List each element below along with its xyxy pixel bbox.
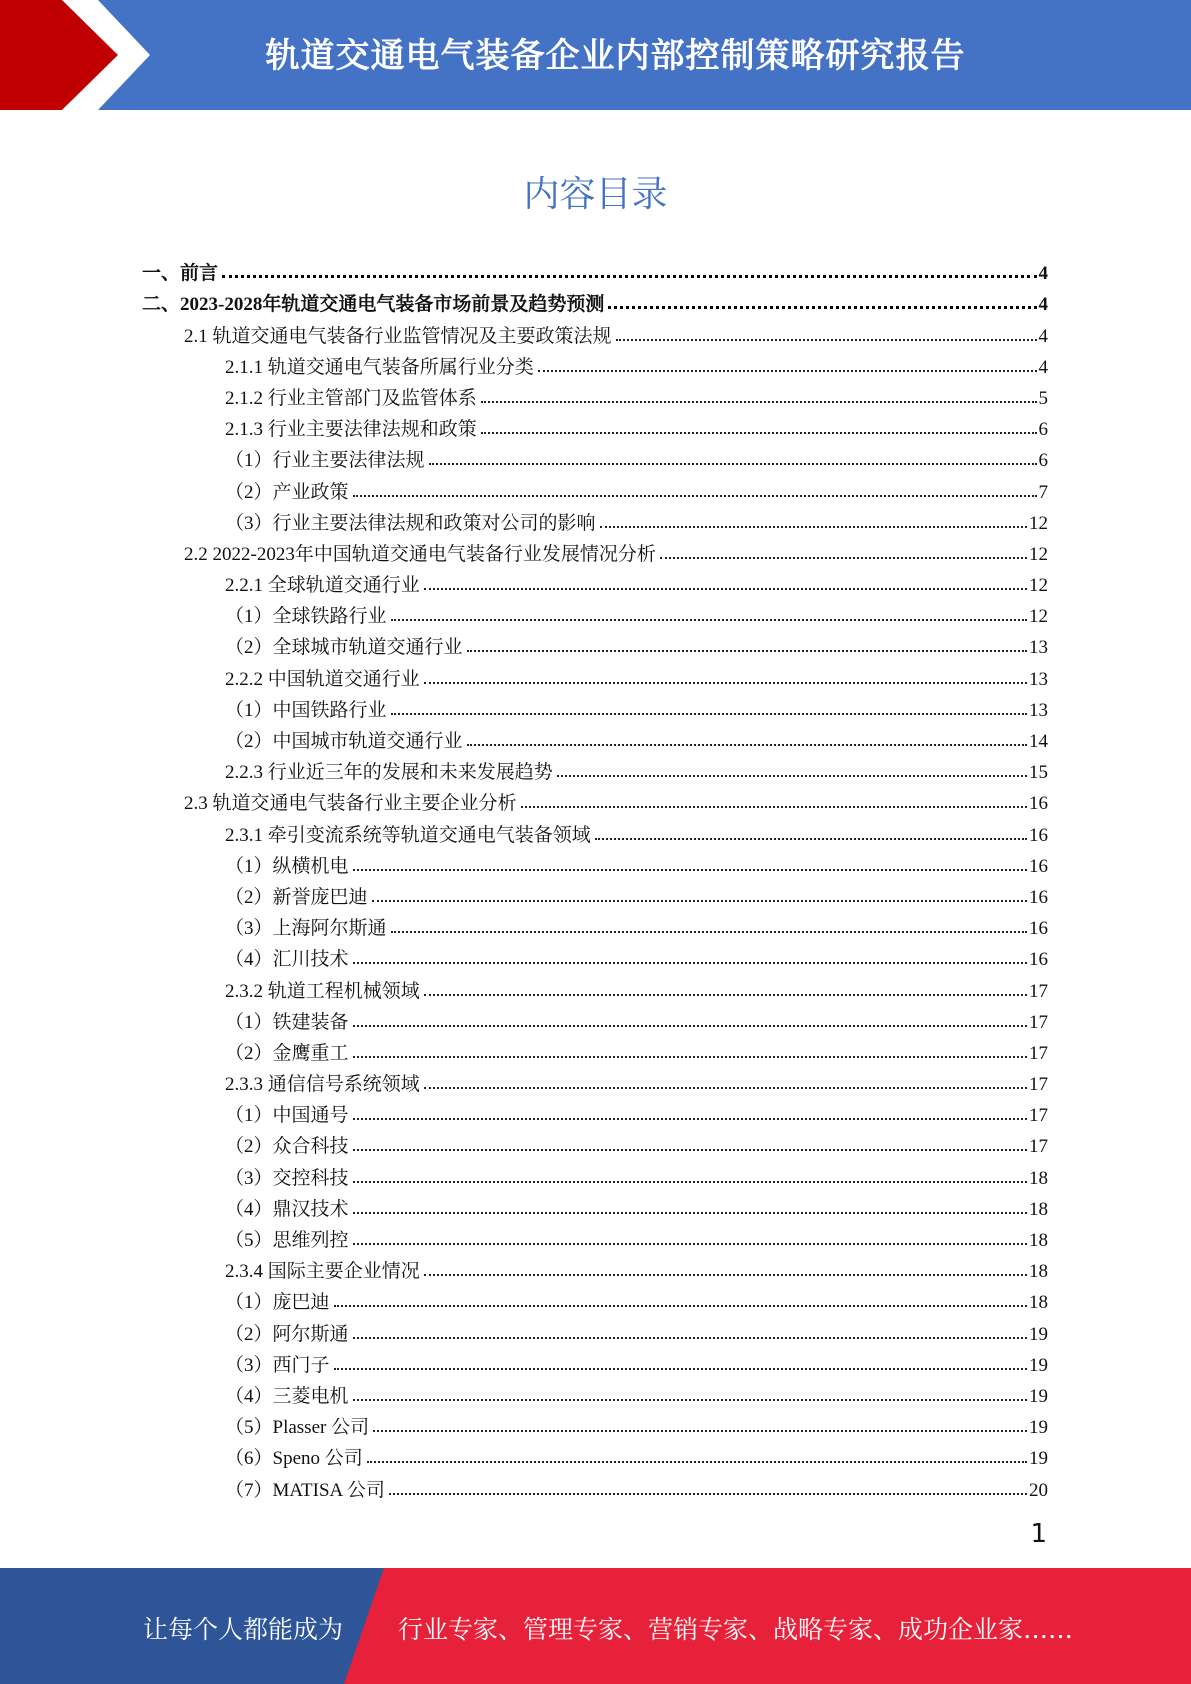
toc-entry-page: 6 [1038, 419, 1048, 441]
toc-entry[interactable] [142, 1190, 1048, 1221]
toc-entry-page: 20 [1029, 1479, 1048, 1501]
toc-leader-dots [353, 1399, 1027, 1401]
toc-leader-dots [353, 495, 1037, 497]
toc-entry[interactable] [142, 410, 1048, 441]
page-number: 1 [1030, 1519, 1047, 1549]
toc-entry[interactable] [142, 659, 1048, 690]
toc-entry[interactable] [142, 1439, 1048, 1470]
toc-entry-label: （4）鼎汉技术 [225, 1198, 349, 1220]
toc-entry-label: （2）金鹰重工 [225, 1042, 349, 1064]
toc-entry-label: 2.1 轨道交通电气装备行业监管情况及主要政策法规 [184, 325, 612, 347]
toc-leader-dots [424, 1087, 1027, 1089]
toc-entry-label: （3）交控科技 [225, 1167, 349, 1189]
toc-leader-dots [353, 1118, 1027, 1120]
toc-entry-page: 13 [1029, 699, 1048, 721]
toc-leader-dots [481, 432, 1037, 434]
toc-entry-page: 18 [1029, 1261, 1048, 1283]
toc-entry-label: 2.3.1 牵引变流系统等轨道交通电气装备领域 [225, 824, 591, 846]
toc-entry-page: 16 [1029, 949, 1048, 971]
toc-leader-dots [353, 962, 1027, 964]
toc-leader-dots [429, 463, 1037, 465]
toc-entry-page: 17 [1029, 1074, 1048, 1096]
toc-entry-label: （2）新誉庞巴迪 [225, 886, 368, 908]
toc-entry-page: 19 [1029, 1448, 1048, 1470]
toc-entry[interactable] [142, 1034, 1048, 1065]
toc-entry-page: 14 [1029, 731, 1048, 752]
toc-entry-page: 12 [1029, 543, 1048, 565]
toc-entry-page: 16 [1029, 824, 1048, 846]
toc-leader-dots [222, 275, 1036, 278]
toc-entry[interactable] [142, 784, 1048, 815]
toc-entry-page: 18 [1029, 1167, 1048, 1189]
toc-entry[interactable] [142, 1003, 1048, 1034]
toc-entry-page: 19 [1029, 1323, 1048, 1345]
toc-entry-page: 19 [1029, 1385, 1048, 1407]
toc-leader-dots [391, 619, 1027, 621]
toc-leader-dots [373, 1430, 1027, 1432]
toc-leader-dots [367, 1461, 1027, 1463]
toc-leader-dots [557, 775, 1027, 777]
toc-leader-dots [467, 744, 1027, 746]
toc-entry-label: （1）纵横机电 [225, 855, 349, 877]
toc-entry[interactable] [142, 472, 1048, 503]
toc-entry-label: 2.3.2 轨道工程机械领域 [225, 980, 420, 1002]
footer-banner [0, 1568, 1191, 1684]
toc-entry[interactable] [142, 722, 1048, 753]
toc-leader-dots [521, 806, 1027, 808]
toc-leader-dots [538, 370, 1037, 372]
toc-entry-page: 19 [1029, 1417, 1048, 1439]
toc-entry[interactable] [142, 940, 1048, 971]
toc-leader-dots [353, 1337, 1027, 1339]
toc-entry[interactable] [142, 691, 1048, 722]
toc-leader-dots [424, 1274, 1027, 1276]
toc-entry[interactable] [142, 753, 1048, 784]
toc-entry-page: 16 [1029, 918, 1048, 940]
toc-entry-label: 2.1.2 行业主管部门及监管体系 [225, 387, 477, 409]
toc-entry-label: （1）全球铁路行业 [225, 606, 387, 628]
toc-entry-label: 二、2023-2028年轨道交通电气装备市场前景及趋势预测 [142, 294, 605, 316]
toc-entry[interactable] [142, 1283, 1048, 1314]
toc-entry[interactable] [142, 379, 1048, 410]
toc-entry[interactable] [142, 878, 1048, 909]
toc-entry-label: （1）中国铁路行业 [225, 699, 387, 721]
toc-leader-dots [353, 1181, 1027, 1183]
toc-entry-label: 2.1.1 轨道交通电气装备所属行业分类 [225, 356, 534, 378]
toc-entry-page: 12 [1029, 575, 1048, 597]
toc-entry[interactable] [142, 971, 1048, 1002]
toc-entry-label: （4）汇川技术 [225, 949, 349, 971]
toc-entry[interactable] [142, 597, 1048, 628]
toc-entry-label: （1）中国通号 [225, 1105, 349, 1127]
toc-entry-label: （1）行业主要法律法规 [225, 450, 425, 472]
toc-leader-dots [334, 1305, 1027, 1307]
toc-entry[interactable] [142, 348, 1048, 379]
toc-leader-dots [353, 869, 1027, 871]
toc-leader-dots [595, 838, 1027, 840]
toc-entry[interactable] [142, 847, 1048, 878]
toc-leader-dots [391, 713, 1027, 715]
toc-entry-label: （7）MATISA 公司 [225, 1479, 385, 1501]
toc-entry-page: 17 [1029, 980, 1048, 1002]
toc-entry-page: 13 [1029, 668, 1048, 690]
toc-entry[interactable] [142, 441, 1048, 472]
toc-entry-label: （2）全球城市轨道交通行业 [225, 637, 463, 659]
toc-heading: 内容目录 [523, 174, 668, 215]
toc-entry-label: 2.2 2022-2023年中国轨道交通电气装备行业发展情况分析 [184, 543, 656, 565]
toc-leader-dots [391, 931, 1027, 933]
toc-entry-page: 5 [1038, 387, 1048, 409]
toc-entry-page: 16 [1029, 855, 1048, 877]
toc-leader-dots [608, 306, 1036, 309]
toc-leader-dots [334, 1368, 1027, 1370]
toc-entry-label: （6）Speno 公司 [225, 1448, 363, 1470]
toc-entry-page: 17 [1029, 1011, 1048, 1033]
toc-entry[interactable] [142, 1346, 1048, 1377]
toc-entry[interactable] [142, 535, 1048, 566]
toc-leader-dots [467, 650, 1027, 652]
toc-entry-page: 18 [1029, 1198, 1048, 1220]
toc-entry[interactable] [142, 504, 1048, 535]
toc-entry-page: 15 [1029, 762, 1048, 784]
toc-entry-page: 19 [1029, 1354, 1048, 1376]
toc-leader-dots [424, 682, 1027, 684]
toc-entry-label: （2）中国城市轨道交通行业 [225, 731, 463, 752]
footer-slogan-right: 行业专家、管理专家、营销专家、战略专家、成功企业家…… [398, 1615, 1074, 1644]
toc-entry-label: （2）众合科技 [225, 1136, 349, 1158]
toc-entry[interactable] [142, 1314, 1048, 1345]
toc-entry[interactable] [142, 1158, 1048, 1189]
toc-entry-label: 一、前言 [142, 263, 219, 285]
toc-leader-dots [353, 1149, 1027, 1151]
toc-entry-label: （3）西门子 [225, 1354, 330, 1376]
toc-entry-label: 2.2.3 行业近三年的发展和未来发展趋势 [225, 762, 553, 784]
toc-entry[interactable] [142, 1065, 1048, 1096]
toc-entry-label: （1）庞巴迪 [225, 1292, 330, 1314]
toc-leader-dots [600, 526, 1027, 528]
toc-leader-dots [616, 339, 1037, 341]
toc-leader-dots [481, 401, 1037, 403]
toc-entry-label: 2.3.4 国际主要企业情况 [225, 1261, 420, 1283]
toc-entry-page: 17 [1029, 1136, 1048, 1158]
footer-slogan-left: 让每个人都能成为 [143, 1615, 344, 1644]
toc-entry[interactable] [142, 628, 1048, 659]
toc-entry-label: （5）Plasser 公司 [225, 1417, 370, 1439]
toc-entry[interactable] [142, 1377, 1048, 1408]
toc-leader-dots [353, 1243, 1027, 1245]
toc-entry-page: 4 [1038, 325, 1048, 347]
toc-entry[interactable] [142, 1408, 1048, 1439]
toc-leader-dots [353, 1212, 1027, 1214]
toc-entry-label: 2.2.1 全球轨道交通行业 [225, 575, 420, 597]
toc-entry[interactable] [142, 1221, 1048, 1252]
toc-entry-label: 2.3.3 通信信号系统领域 [225, 1074, 420, 1096]
toc-entry-label: （3）上海阿尔斯通 [225, 918, 387, 940]
toc-entry-page: 4 [1038, 356, 1048, 378]
toc-entry[interactable] [142, 254, 1048, 285]
toc-leader-dots [372, 900, 1027, 902]
toc-entry-page: 6 [1038, 450, 1048, 472]
toc-entry-label: 2.2.2 中国轨道交通行业 [225, 668, 420, 690]
toc-entry-label: （2）阿尔斯通 [225, 1323, 349, 1345]
toc-leader-dots [353, 1025, 1027, 1027]
toc-entry-label: （3）行业主要法律法规和政策对公司的影响 [225, 512, 596, 534]
toc-leader-dots [424, 588, 1027, 590]
toc-entry-label: 2.1.3 行业主要法律法规和政策 [225, 419, 477, 441]
toc-leader-dots [660, 557, 1027, 559]
toc-entry-page: 4 [1038, 294, 1048, 316]
toc-entry-page: 17 [1029, 1042, 1048, 1064]
toc-entry[interactable] [142, 815, 1048, 846]
toc-entry-page: 13 [1029, 637, 1048, 659]
toc-entry[interactable] [142, 566, 1048, 597]
table-of-contents [142, 254, 1048, 1502]
toc-entry-page: 16 [1029, 886, 1048, 908]
toc-entry-page: 4 [1038, 263, 1048, 285]
toc-entry-page: 12 [1029, 606, 1048, 628]
toc-leader-dots [353, 1056, 1027, 1058]
toc-entry-page: 7 [1038, 481, 1048, 503]
report-header [0, 0, 1191, 110]
toc-entry-label: 2.3 轨道交通电气装备行业主要企业分析 [184, 793, 517, 815]
toc-entry-page: 18 [1029, 1292, 1048, 1314]
toc-entry[interactable] [142, 1127, 1048, 1158]
toc-entry[interactable] [142, 285, 1048, 316]
toc-entry-page: 16 [1029, 793, 1048, 815]
toc-entry-page: 12 [1029, 512, 1048, 534]
toc-entry-page: 17 [1029, 1105, 1048, 1127]
toc-entry-label: （4）三菱电机 [225, 1385, 349, 1407]
toc-entry[interactable] [142, 1252, 1048, 1283]
toc-entry-page: 18 [1029, 1230, 1048, 1251]
report-title: 轨道交通电气装备企业内部控制策略研究报告 [265, 36, 966, 76]
toc-leader-dots [424, 994, 1027, 996]
toc-entry[interactable] [142, 316, 1048, 347]
toc-leader-dots [389, 1493, 1027, 1495]
toc-entry[interactable] [142, 1470, 1048, 1501]
toc-entry-label: （1）铁建装备 [225, 1011, 349, 1033]
toc-entry-label: （2）产业政策 [225, 481, 349, 503]
toc-entry[interactable] [142, 909, 1048, 940]
toc-entry[interactable] [142, 1096, 1048, 1127]
toc-entry-label: （5）思维列控 [225, 1230, 349, 1251]
